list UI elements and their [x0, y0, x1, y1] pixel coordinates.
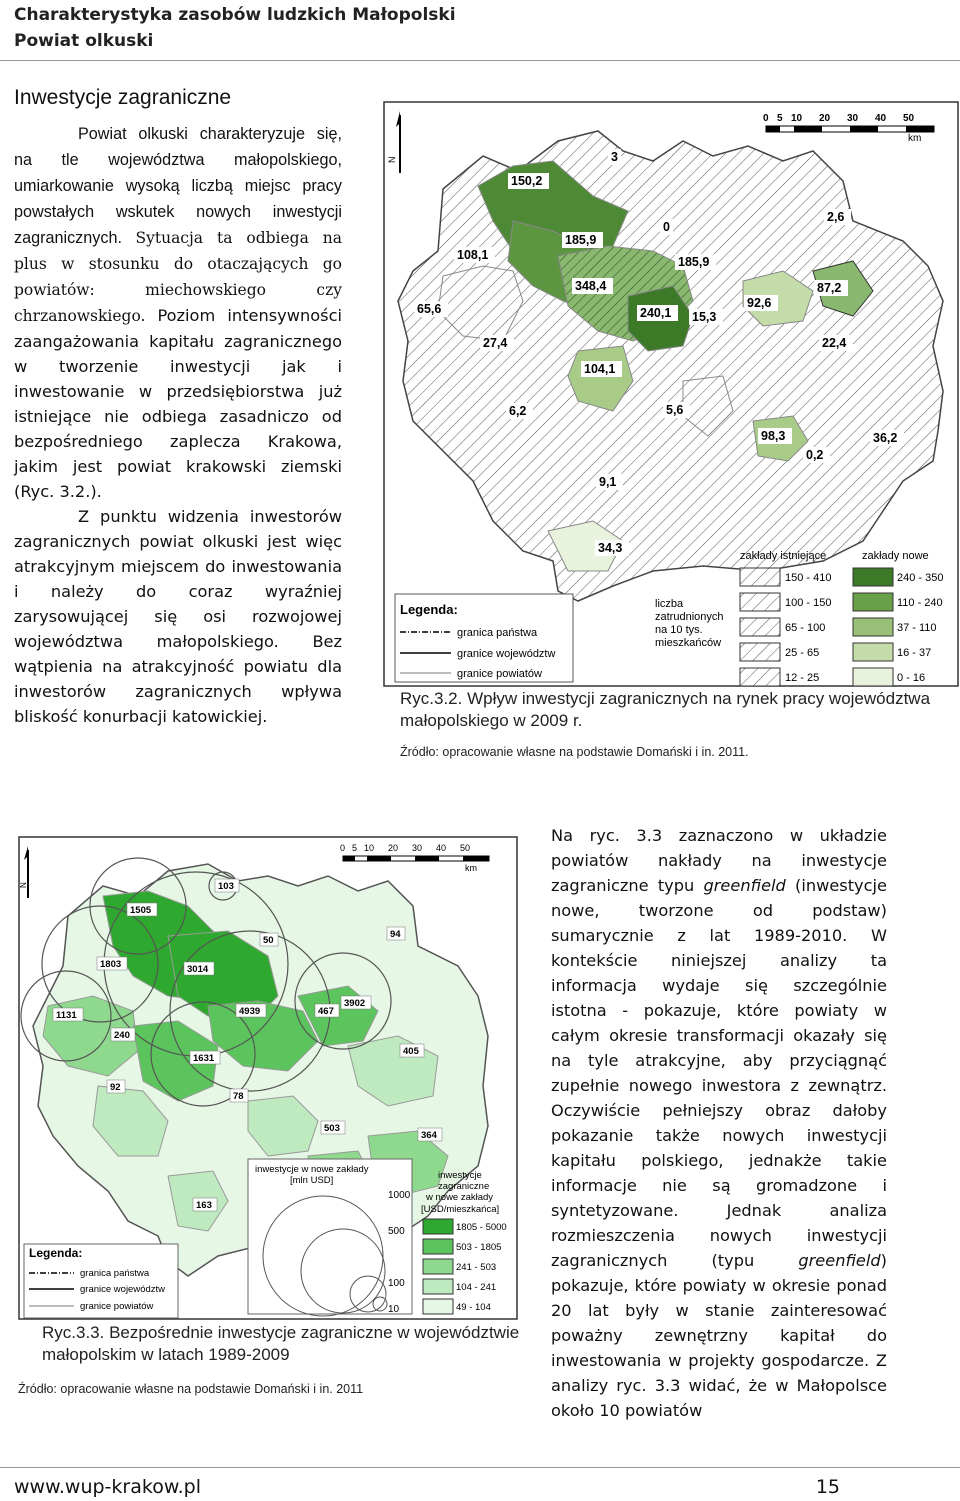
running-header — [14, 2, 456, 54]
legend-swatch — [423, 1219, 453, 1234]
scale-tick-label: 5 — [352, 843, 358, 853]
value-label: 1131 — [56, 1010, 77, 1021]
legend-swatch-existing — [740, 643, 780, 661]
legend-class-existing: 65 - 100 — [785, 622, 826, 634]
figure1-source: Źródło: opracowanie własne na podstawie Domański i in. 2011. — [400, 745, 749, 759]
value-label: 34,3 — [598, 541, 623, 555]
value-label: 108,1 — [457, 248, 489, 262]
svg-text:na 10 tys.: na 10 tys. — [655, 624, 703, 636]
value-label: 94 — [390, 929, 401, 940]
value-label: 9,1 — [599, 475, 617, 489]
svg-text:100: 100 — [388, 1278, 405, 1289]
paragraph-1: Powiat olkuski charakteryzuje się, na tle województwa małopolskiego, umiarkowanie wysoką liczbą miejsc pracy powstałych wskutek nowych inwestycji zagranicznych. Sytuacja ta odbiega na plus w stosunku do otaczających go powiatów: miechowskiego czy chrzanowskiego. Poziom intensywności zaangażowania kapitału zagranicznego w tworzenie inwestycji jak i inwestowanie w przedsiębiorstwa już istniejące nie odbiega zasadniczo od bezpośredniego zaplecza Krakowa, jakim jest powiat krakowski ziemski (Ryc. 3.2.). — [14, 125, 343, 501]
scale-unit: km — [465, 863, 477, 873]
value-label: 92,6 — [747, 296, 772, 310]
value-label: 3014 — [187, 964, 209, 975]
svg-text:liczba: liczba — [655, 598, 684, 610]
legend-class: 241 - 503 — [456, 1262, 497, 1273]
legend-swatch-new — [853, 643, 893, 661]
legend-swatch-existing — [740, 593, 780, 611]
legend-swatch-existing — [740, 618, 780, 636]
value-label: 1803 — [100, 959, 122, 970]
value-label: 2,6 — [827, 210, 845, 224]
value-label: 150,2 — [511, 174, 543, 188]
value-label: 185,9 — [565, 233, 597, 247]
scale-tick-label: 10 — [791, 113, 803, 124]
scale-tick-label: 30 — [412, 843, 423, 853]
section-title: Inwestycje zagraniczne — [14, 86, 232, 109]
value-label: 50 — [263, 935, 274, 946]
value-label: 3 — [611, 150, 618, 164]
legend-class-new: 0 - 16 — [897, 672, 926, 684]
svg-text:1000: 1000 — [388, 1190, 411, 1201]
svg-text:zakłady istniejące: zakłady istniejące — [740, 550, 827, 562]
svg-text:500: 500 — [388, 1226, 405, 1237]
value-label: 0 — [663, 220, 670, 234]
legend-swatch-new — [853, 568, 893, 586]
legend-class-new: 37 - 110 — [897, 622, 937, 634]
value-label: 0,2 — [806, 448, 824, 462]
value-label: 240 — [114, 1030, 130, 1041]
scale-tick-label: 10 — [364, 843, 375, 853]
right-column-text — [551, 823, 887, 1423]
header-subtitle: Powiat olkuski — [14, 31, 154, 51]
svg-text:granica państwa: granica państwa — [80, 1268, 150, 1279]
svg-text:[mln USD]: [mln USD] — [290, 1175, 334, 1186]
left-column-text — [14, 121, 342, 729]
value-label: 36,2 — [873, 431, 898, 445]
legend-swatch-new — [853, 618, 893, 636]
value-label: 3902 — [344, 998, 366, 1009]
value-label: 467 — [318, 1006, 334, 1017]
svg-text:zakłady nowe: zakłady nowe — [862, 550, 929, 562]
legend-swatch — [423, 1239, 453, 1254]
figure2-caption: Ryc.3.3. Bezpośrednie inwestycje zagraniczne w województwie małopolskim w latach 1989-2009 — [42, 1323, 520, 1364]
value-label: 503 — [324, 1123, 340, 1134]
value-label: 15,3 — [692, 310, 717, 324]
legend-swatch — [423, 1259, 453, 1274]
figure-3-3-map — [18, 836, 518, 1320]
svg-text:10: 10 — [388, 1304, 400, 1315]
scale-tick-label: 20 — [388, 843, 399, 853]
header-title: Charakterystyka zasobów ludzkich Małopolski — [14, 5, 456, 25]
svg-text:N: N — [387, 156, 397, 163]
legend-swatch-new — [853, 593, 893, 611]
svg-text:mieszkańców: mieszkańców — [655, 637, 722, 649]
svg-text:Legenda:: Legenda: — [400, 602, 458, 617]
svg-text:N: N — [19, 882, 28, 888]
legend-class: 503 - 1805 — [456, 1242, 502, 1253]
svg-text:zagraniczne: zagraniczne — [438, 1181, 490, 1192]
svg-text:granice województw: granice województw — [80, 1284, 166, 1295]
scale-tick-label: 50 — [460, 843, 471, 853]
legend-class-existing: 12 - 25 — [785, 672, 820, 684]
svg-text:granica państwa: granica państwa — [457, 627, 538, 639]
legend-class-new: 110 - 240 — [897, 597, 943, 609]
value-label: 104,1 — [584, 362, 616, 376]
value-label: 405 — [403, 1046, 419, 1057]
value-label: 22,4 — [822, 336, 847, 350]
value-label: 103 — [218, 881, 234, 892]
svg-text:zatrudnionych: zatrudnionych — [655, 611, 724, 623]
figure2-source: Źródło: opracowanie własne na podstawie Domański i in. 2011 — [18, 1382, 364, 1396]
scale-unit: km — [908, 133, 922, 144]
value-label: 27,4 — [483, 336, 508, 350]
figure-3-2-map — [383, 101, 959, 687]
value-label: 348,4 — [575, 279, 607, 293]
scale-tick-label: 20 — [819, 113, 831, 124]
value-label: 92 — [110, 1082, 121, 1093]
value-label: 163 — [196, 1200, 212, 1211]
legend-class: 104 - 241 — [456, 1282, 497, 1293]
legend-swatch — [423, 1279, 453, 1294]
page-number: 15 — [815, 1476, 840, 1498]
value-label: 5,6 — [666, 403, 684, 417]
svg-text:granice powiatów: granice powiatów — [80, 1301, 154, 1312]
scale-tick-label: 5 — [777, 113, 783, 124]
legend-class: 1805 - 5000 — [456, 1222, 507, 1233]
footer-url-link[interactable]: www.wup-krakow.pl — [14, 1476, 201, 1498]
svg-text:granice województw: granice województw — [457, 648, 556, 660]
legend-swatch — [423, 1299, 453, 1314]
value-label: 1631 — [193, 1053, 215, 1064]
legend-swatch-new — [853, 668, 893, 686]
paragraph-3: Na ryc. 3.3 zaznaczono w układzie powiatów nakłady na inwestycje zagraniczne typu greenfield (inwestycje nowe, tworzone od podstaw) sumarycznie z lat 1989-2010. W kontekście niniejszej analizy ta informacja wydaje się szczególnie istotna - pokazuje, które powiaty w całym okresie transformacji okazały się na tyle atrakcyjne, aby przyciągnąć zupełnie nowego inwestora z zewnątrz. Oczywiście pełniejszy obraz dałoby pokazanie także nowych inwestycji kapitału polskiego, jednakże takie informacje nie są gromadzone i syntetyzowane. Jednak analiza rozmieszczenia nowych inwestycji zagranicznych (typu greenfield) pokazuje, które powiaty w okresie ponad 20 lat były w stanie zainteresować poważny zewnętrzny kapitał do inwestowania w projekty gospodarcze. Z analizy ryc. 3.3 widać, że w Małopolsce około 10 powiatów — [551, 826, 887, 1420]
legend-class-new: 240 - 350 — [897, 572, 944, 584]
svg-text:Legenda:: Legenda: — [29, 1246, 83, 1260]
value-label: 6,2 — [509, 404, 527, 418]
legend-class-existing: 100 - 150 — [785, 597, 832, 609]
svg-text:inwestycje w nowe zakłady: inwestycje w nowe zakłady — [255, 1164, 369, 1175]
scale-tick-label: 40 — [436, 843, 447, 853]
scale-tick-label: 40 — [875, 113, 887, 124]
scale-tick-label: 30 — [847, 113, 859, 124]
figure1-caption: Ryc.3.2. Wpływ inwestycji zagranicznych na rynek pracy województwa małopolskiego w 2009 r. — [400, 689, 931, 730]
legend-swatch-existing — [740, 668, 780, 686]
svg-text:[USD/mieszkańca]: [USD/mieszkańca] — [421, 1204, 500, 1215]
legend-class: 49 - 104 — [456, 1302, 491, 1313]
value-label: 98,3 — [761, 429, 786, 443]
legend-class-new: 16 - 37 — [897, 647, 932, 659]
value-label: 364 — [421, 1130, 437, 1141]
scale-tick-label: 0 — [763, 113, 769, 124]
value-label: 78 — [233, 1091, 244, 1102]
legend-class-existing: 150 - 410 — [785, 572, 832, 584]
value-label: 65,6 — [417, 302, 442, 316]
scale-tick-label: 50 — [903, 113, 915, 124]
value-label: 87,2 — [817, 281, 842, 295]
svg-text:inwestycje: inwestycje — [438, 1170, 482, 1181]
value-label: 4939 — [239, 1006, 261, 1017]
value-label: 240,1 — [640, 306, 672, 320]
header-divider — [0, 60, 960, 61]
footer-divider — [0, 1467, 960, 1468]
svg-text:granice powiatów: granice powiatów — [457, 668, 542, 680]
legend-class-existing: 25 - 65 — [785, 647, 820, 659]
legend-swatch-existing — [740, 568, 780, 586]
scale-tick-label: 0 — [340, 843, 346, 853]
value-label: 1505 — [130, 905, 152, 916]
svg-text:w nowe zakłady: w nowe zakłady — [426, 1192, 494, 1203]
paragraph-2: Z punktu widzenia inwestorów zagranicznych powiat olkuski jest więc atrakcyjnym miejscem do inwestowania i należy do coraz wyraźniej zarysowującej się osi rozwojowej województwa małopolskiego. Bez wątpienia na atrakcyjność powiatu dla inwestorów zagranicznych wpływa bliskość konurbacji katowickiej. — [14, 507, 342, 726]
value-label: 185,9 — [678, 255, 710, 269]
